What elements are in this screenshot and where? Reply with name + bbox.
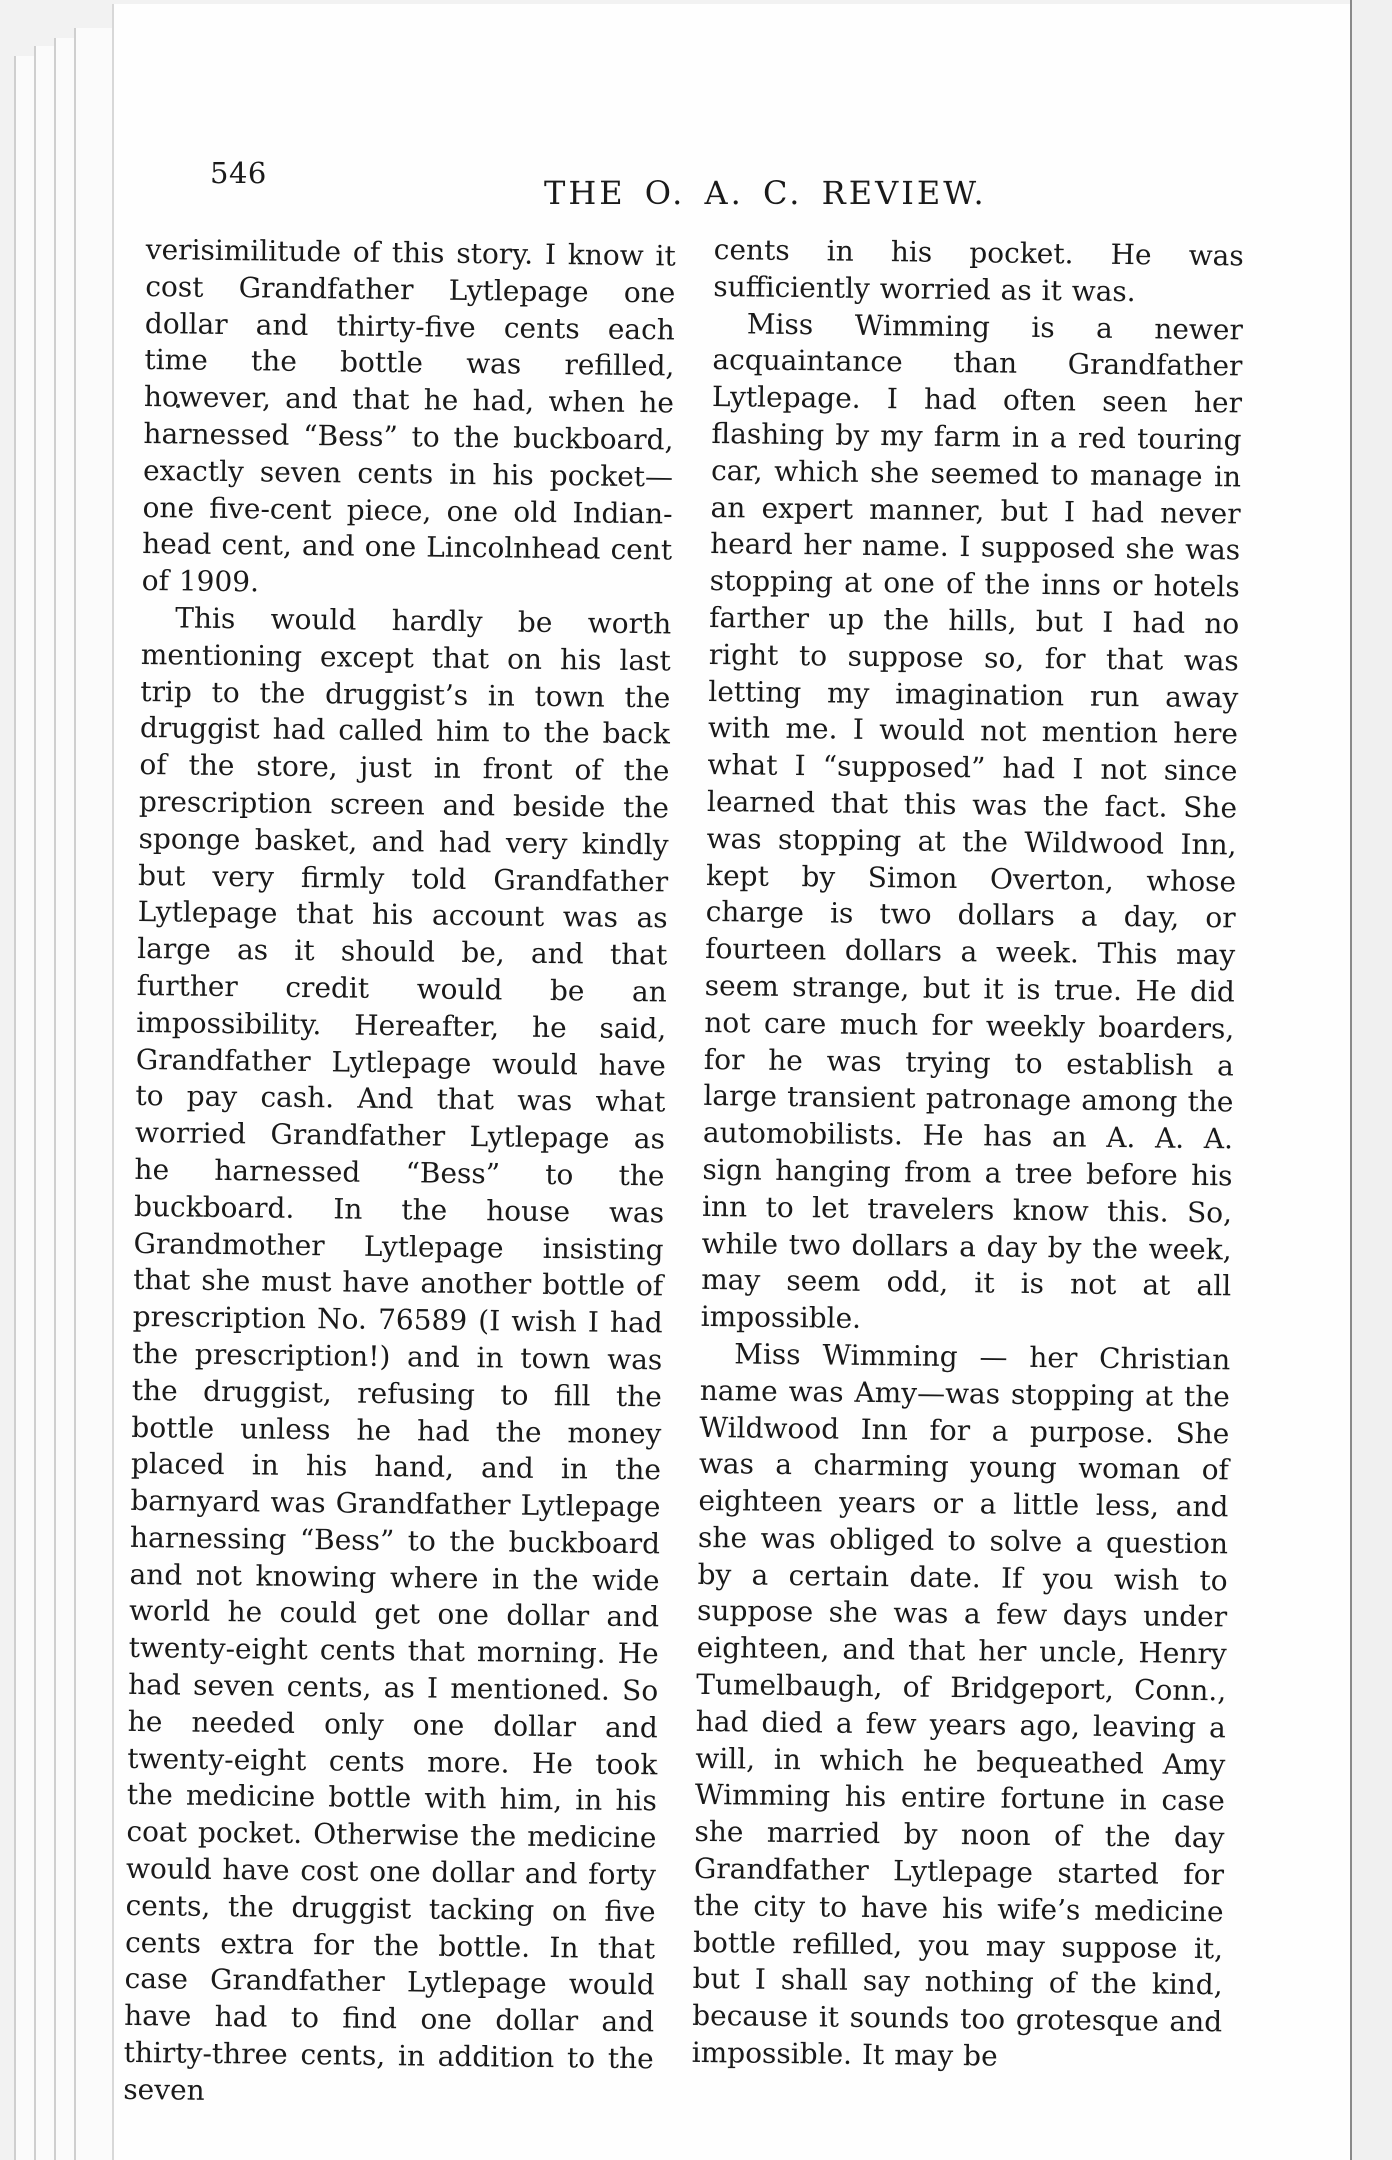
paragraph: Miss Wimming — her Christian name was Amy—was stopping at the Wildwood Inn for a purpose. She was a charming young woman of eighteen years or a little less, and she was obliged to solve a question by a certain date. If you wish to suppose she was a few days under eighteen, and that her uncle, Henry Tumelbaugh, of Bridgeport, Conn., had died a few years ago, leaving a will, in which he bequeathed Amy Wimming his entire fortune in case she married by noon of the day Grandfather Lytlepage started for the city to have his wife’s medicine bottle refilled, you may suppose it, but I shall say nothing of the kind, because it sounds too grotesque and impossible. It may be — [691, 1337, 1231, 2073]
book-spine — [1350, 0, 1392, 2160]
page-number: 546 — [210, 156, 267, 190]
left-column — [123, 232, 676, 2115]
running-title: THE O. A. C. REVIEW. — [544, 174, 987, 212]
paragraph: Miss Wimming is a newer acquaintance than Grandfather Lytlepage. I had often seen her flashing by my farm in a red touring car, which she seemed to manage in an expert manner, but I had never heard her name. I supposed she was stopping at one of the inns or hotels farther up the hills, but I had no right to suppose so, for that was letting my imagination run away with me. I would not mention here what I “supposed” had I not since learned that this was the fact. She was stopping at the Wildwood Inn, kept by Simon Overton, whose charge is two dollars a day, or fourteen dollars a week. This may seem strange, but it is true. He did not care much for weekly boarders, for he was trying to establish a large transient patronage among the automobilists. He has an A. A. A. sign hanging from a tree before his inn to let travelers know this. So, while two dollars a day by the week, may seem odd, it is not at all impossible. — [700, 307, 1244, 1335]
paragraph: cents in his pocket. He was sufficiently worried as it was. — [713, 232, 1244, 308]
right-column — [692, 232, 1244, 2078]
book-page — [112, 4, 1354, 2160]
paragraph: This would hardly be worth mentioning except that on his last trip to the druggist’s in town the druggist had called him to the back of the store, just in front of the prescription screen and beside the sponge basket, and had very kindly but very firmly told Grandfather Lytlepage that his account was as large as it should be, and that further credit would be an impossibility. Hereafter, he said, Grandfather Lytlepage would have to pay cash. And that was what worried Grandfather Lytlepage as he harnessed “Bess” to the buckboard. In the house was Grandmother Lytlepage insisting that she must have another bottle of prescription No. 76589 (I wish I had the prescription!) and in town was the druggist, refusing to fill the bottle unless he had the money placed in his hand, and in the barnyard was Grandfather Lytlepage harnessing “Bess” to the buckboard and not knowing where in the wide world he could get one dollar and twenty-eight cents that morning. He had seven cents, as I mentioned. So he needed only one dollar and twenty-eight cents more. He took the medicine bottle with him, in his coat pocket. Otherwise the medicine would have cost one dollar and forty cents, the druggist tacking on five cents extra for the bottle. In that case Grandfather Lytlepage would have had to find one dollar and thirty-three cents, in addition to the seven — [123, 601, 672, 2107]
paragraph: verisimilitude of this story. I know it cost Grandfather Lytlepage one dollar and thirty-five cents each time the bottle was refilled, however, and that he had, when he harnessed “Bess” to the buckboard, exactly seven cents in his pocket—one five-cent piece, one old Indian-head cent, and one Lincolnhead cent of 1909. — [141, 232, 676, 599]
